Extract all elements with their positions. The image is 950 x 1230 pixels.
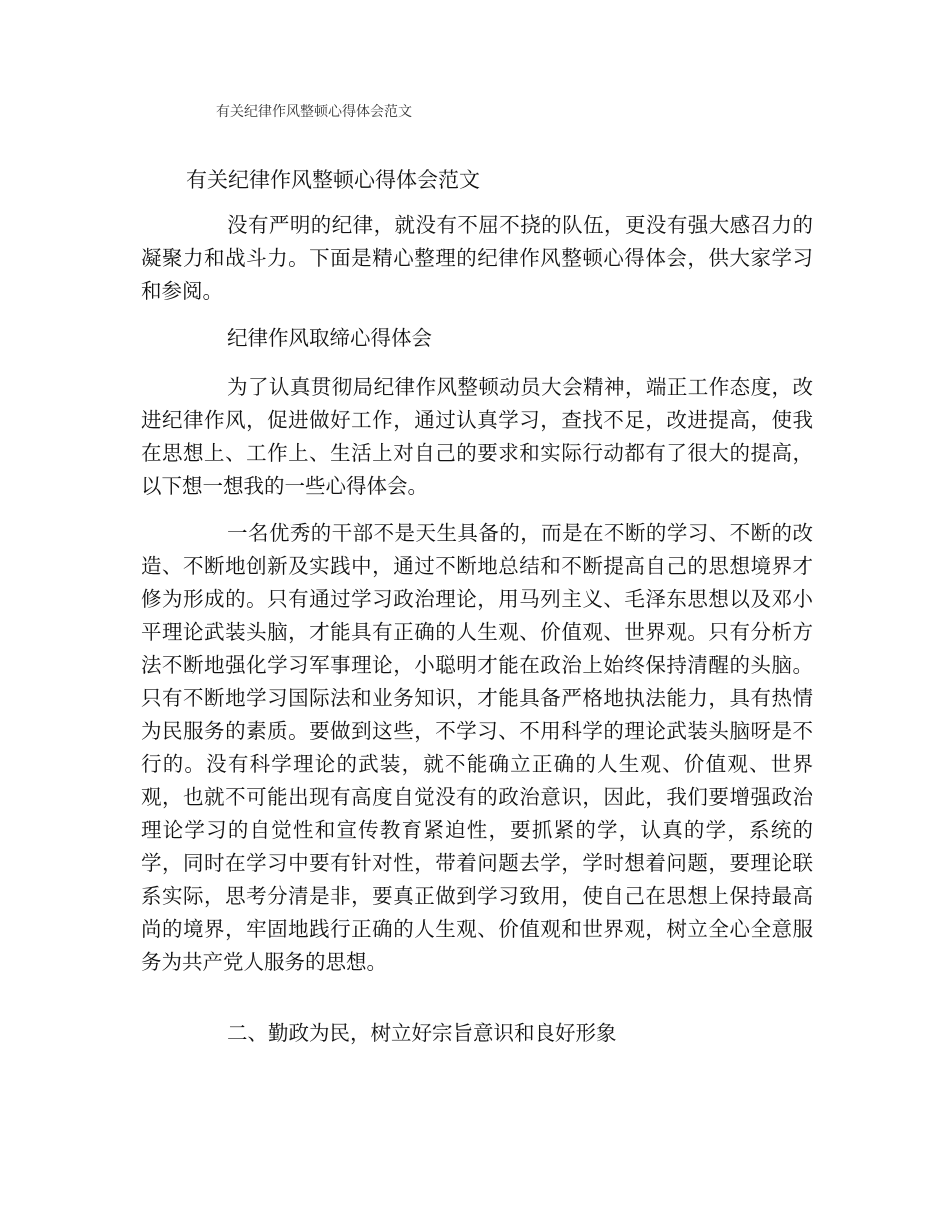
body-paragraph-1: 为了认真贯彻局纪律作风整顿动员大会精神，端正工作态度，改进纪律作风，促进做好工作，通过认真学习，查找不足，改进提高，使我在思想上、工作上、生活上对自己的要求和实际行动都有了很大的提高，以下想一想我的一些心得体会。 [141, 375, 813, 498]
body-paragraph-2: 一名优秀的干部不是天生具备的，而是在不断的学习、不断的改造、不断地创新及实践中，通过不断地总结和不断提高自己的思想境界才修为形成的。只有通过学习政治理论，用马列主义、毛泽东思想以及邓小平理论武装头脑，才能具有正确的人生观、价值观、世界观。只有分析方法不断地强化学习军事理论，小聪明才能在政治上始终保持清醒的头脑。只有不断地学习国际法和业务知识，才能具备严格地执法能力，具有热情为民服务的素质。要做到这些，不学习、不用科学的理论武装头脑呀是不行的。没有科学理论的武装，就不能确立正确的人生观、价值观、世界观，也就不可能出现有高度自觉没有的政治意识，因此，我们要增强政治理论学习的自觉性和宣传教育紧迫性，要抓紧的学，认真的学，系统的学，同时在学习中要有针对性，带着问题去学，学时想着问题，要理论联系实际，思考分清是非，要真正做到学习致用，使自己在思想上保持最高尚的境界，牢固地践行正确的人生观、价值观和世界观，树立全心全意服务为共产党人服务的思想。 [141, 521, 813, 974]
document-title: 有关纪律作风整顿心得体会范文 [186, 168, 480, 192]
section-subheading-2: 二、勤政为民，树立好宗旨意识和良好形象 [227, 1021, 617, 1045]
running-header: 有关纪律作风整顿心得体会范文 [216, 104, 412, 120]
intro-paragraph: 没有严明的纪律，就没有不屈不挠的队伍，更没有强大感召力的凝聚力和战斗力。下面是精心整理的纪律作风整顿心得体会，供大家学习和参阅。 [141, 213, 813, 303]
section-title: 纪律作风取缔心得体会 [227, 326, 432, 350]
